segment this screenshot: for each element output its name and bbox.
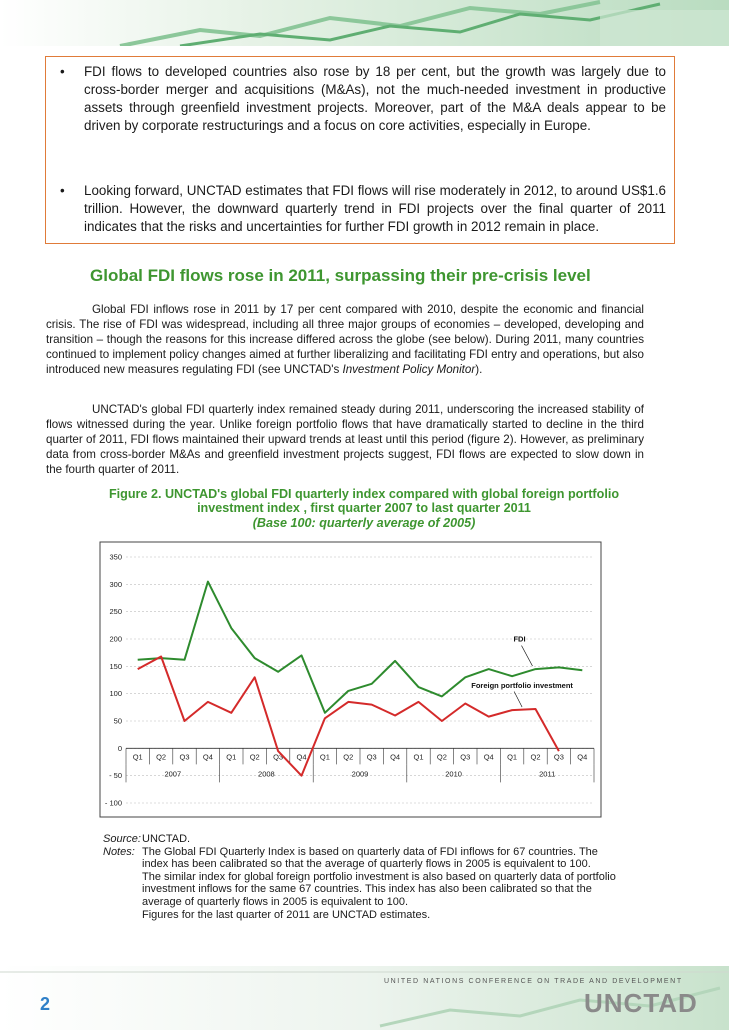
section-heading: Global FDI flows rose in 2011, surpassing their pre-crisis level <box>90 266 591 285</box>
paragraph-text-end: ). <box>475 363 483 376</box>
x-tick-label: Q2 <box>343 752 354 762</box>
y-tick-label: 0 <box>117 743 122 753</box>
x-tick-label: Q4 <box>202 752 213 762</box>
paragraph-text: Global FDI inflows rose in 2011 by 17 per cent compared with 2010, despite the economic and financial crisis. The rise of FDI was widespread, including all three major groups of economies – developed, developing and transition – though the reasons for this increase differed across the globe (see below). During 2011, many countries continued to implement policy changes aimed at further liberalizing and facilitating FDI entry and operations, but also introduced new measures regulating FDI (see UNCTAD's <box>46 303 644 376</box>
policy-monitor-title: Investment Policy Monitor <box>342 363 476 376</box>
x-tick-label: Q2 <box>530 752 541 762</box>
notes-label: Notes: <box>103 845 135 858</box>
x-tick-label: Q1 <box>413 752 424 762</box>
x-tick-label: Q4 <box>483 752 494 762</box>
bullet-item <box>62 63 666 135</box>
year-label: 2008 <box>258 769 275 779</box>
y-tick-label: 250 <box>109 607 122 617</box>
notes-line: index has been calibrated so that the average of quarterly flows in 2005 is equivalent to 100. <box>142 858 591 871</box>
series-label-portfolio: Foreign portfolio investment <box>471 681 573 691</box>
y-tick-label: 200 <box>109 634 122 644</box>
figure-caption-line3: (Base 100: quarterly average of 2005) <box>252 516 476 530</box>
notes-line: average of quarterly flows in 2005 is equivalent to 100. <box>142 895 408 908</box>
year-label: 2010 <box>445 769 462 779</box>
notes-line: investment inflows for the same 67 countries. This index has also been calibrated so that the <box>142 883 592 896</box>
year-label: 2007 <box>164 769 182 779</box>
fdi-index-chart <box>99 541 602 818</box>
y-tick-label: - 50 <box>109 771 122 781</box>
x-tick-label: Q1 <box>319 752 330 762</box>
year-label: 2011 <box>539 769 556 779</box>
y-tick-label: 100 <box>109 689 122 699</box>
page-number: 2 <box>40 994 51 1014</box>
x-tick-label: Q4 <box>296 752 307 762</box>
x-tick-label: Q3 <box>553 752 564 762</box>
series-label-fdi: FDI <box>513 634 526 644</box>
year-label: 2009 <box>351 769 369 779</box>
bullet-item <box>62 182 666 236</box>
notes-line: The Global FDI Quarterly Index is based on quarterly data of FDI inflows for 67 countries. The <box>142 845 598 858</box>
x-tick-label: Q1 <box>507 752 518 762</box>
x-tick-label: Q3 <box>460 752 471 762</box>
x-tick-label: Q1 <box>226 752 237 762</box>
x-tick-label: Q2 <box>249 752 260 762</box>
unctad-logo: UNCTAD <box>584 988 698 1018</box>
footer-org-name: UNITED NATIONS CONFERENCE ON TRADE AND DEVELOPMENT <box>384 978 683 985</box>
figure-caption-line1: Figure 2. UNCTAD's global FDI quarterly index compared with global foreign portfolio <box>108 487 620 501</box>
paragraph <box>46 402 644 477</box>
y-tick-label: 150 <box>109 661 122 671</box>
y-tick-label: 300 <box>109 579 122 589</box>
y-tick-label: - 100 <box>104 798 122 808</box>
x-tick-label: Q1 <box>132 752 143 762</box>
x-tick-label: Q2 <box>436 752 447 762</box>
notes-line: The similar index for global foreign portfolio investment is also based on quarterly data of portfolio <box>142 870 616 883</box>
key-points-box <box>45 56 675 244</box>
source-value: UNCTAD. <box>142 833 191 845</box>
bullet-dot-icon: • <box>60 183 65 198</box>
y-tick-label: 50 <box>113 716 122 726</box>
y-tick-label: 350 <box>109 552 122 562</box>
source-label: Source: <box>103 833 141 845</box>
header-banner <box>0 0 729 46</box>
x-tick-label: Q3 <box>273 752 284 762</box>
x-tick-label: Q4 <box>390 752 401 762</box>
figure-notes <box>103 833 663 921</box>
notes-line: Figures for the last quarter of 2011 are UNCTAD estimates. <box>142 908 431 921</box>
bullet-dot-icon: • <box>60 64 65 79</box>
x-tick-label: Q3 <box>179 752 190 762</box>
figure-caption-line2: investment index , first quarter 2007 to last quarter 2011 <box>197 501 531 515</box>
x-tick-label: Q3 <box>366 752 377 762</box>
x-tick-label: Q2 <box>156 752 167 762</box>
bullet-text: Looking forward, UNCTAD estimates that FDI flows will rise moderately in 2012, to around US$1.6 trillion. However, the downward quarterly trend in FDI projects over the final quarter of 2011 indicates that the risks and uncertainties for further FDI growth in 2012 remain in place. <box>84 183 666 234</box>
x-tick-label: Q4 <box>577 752 588 762</box>
paragraph-text: UNCTAD's global FDI quarterly index remained steady during 2011, underscoring the increased stability of flows witnessed during the year. Unlike foreign portfolio flows that have dramatically started to decline in the third quarter of 2011, FDI flows maintained their upward trends at least until this period (figure 2). However, as preliminary data from cross-border M&As and greenfield investment projects suggest, FDI flows are expected to slow down in the fourth quarter of 2011. <box>46 403 644 476</box>
bullet-text: FDI flows to developed countries also rose by 18 per cent, but the growth was largely due to cross-border merger and acquisitions (M&As), not the much-needed investment in productive assets through greenfield investment projects. Moreover, part of the M&A deals appear to be driven by corporate restructurings and a focus on core activities, especially in Europe. <box>84 64 666 133</box>
paragraph <box>46 302 644 377</box>
